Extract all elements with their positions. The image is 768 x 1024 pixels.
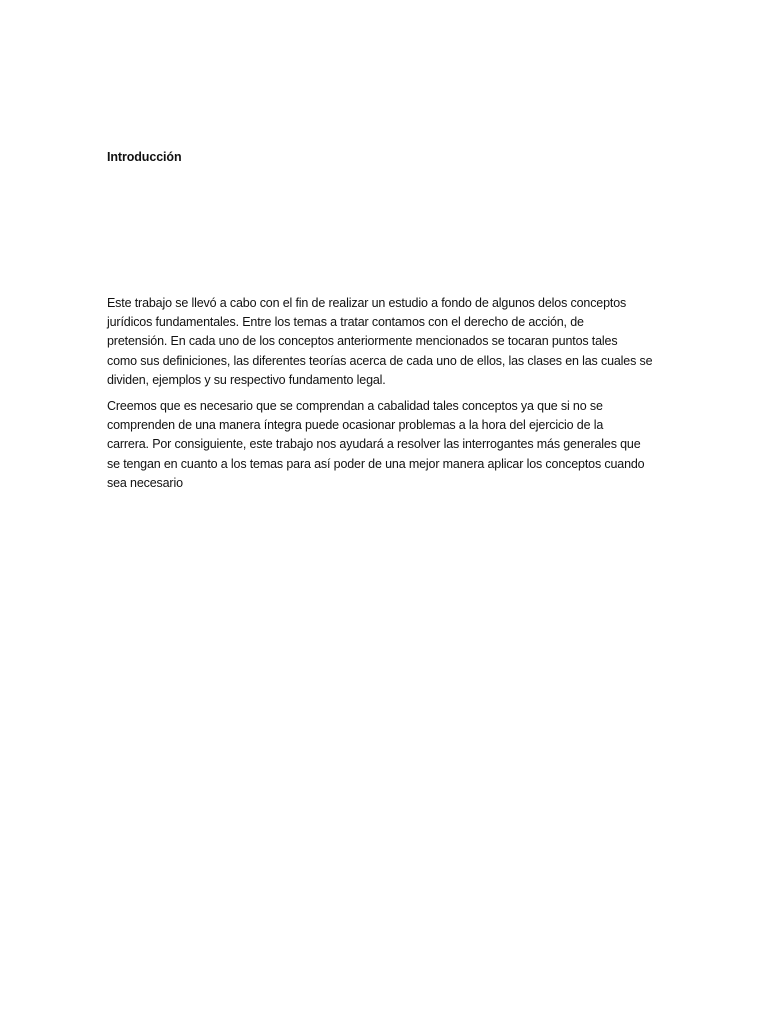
paragraph-line: comprenden de una manera íntegra puede ocasionar problemas a la hora del ejercicio de la: [107, 418, 604, 433]
paragraph-line: sea necesario: [107, 475, 183, 490]
paragraph-line: Este trabajo se llevó a cabo con el fin de realizar un estudio a fondo de algunos delos conceptos: [107, 296, 627, 310]
paragraph-line: se tengan en cuanto a los temas para así poder de una mejor manera aplicar los conceptos cuando: [107, 456, 645, 471]
document-body: [107, 294, 663, 500]
paragraph-line: pretensión. En cada uno de los conceptos anteriormente mencionados se tocaran puntos tales: [107, 334, 618, 349]
paragraph-line: dividen, ejemplos y su respectivo fundamento legal.: [107, 372, 386, 387]
paragraph-2: [107, 397, 663, 493]
paragraph-line: Creemos que es necesario que se comprendan a cabalidad tales conceptos ya que si no se: [107, 399, 603, 414]
page-title: Introducción: [107, 150, 182, 164]
paragraph-line: carrera. Por consiguiente, este trabajo nos ayudará a resolver las interrogantes más generales que: [107, 437, 641, 452]
paragraph-line: como sus definiciones, las diferentes teorías acerca de cada uno de ellos, las clases en las cuales se: [107, 353, 653, 368]
paragraph-1: [107, 294, 663, 390]
paragraph-line: jurídicos fundamentales. Entre los temas a tratar contamos con el derecho de acción, de: [107, 315, 584, 330]
